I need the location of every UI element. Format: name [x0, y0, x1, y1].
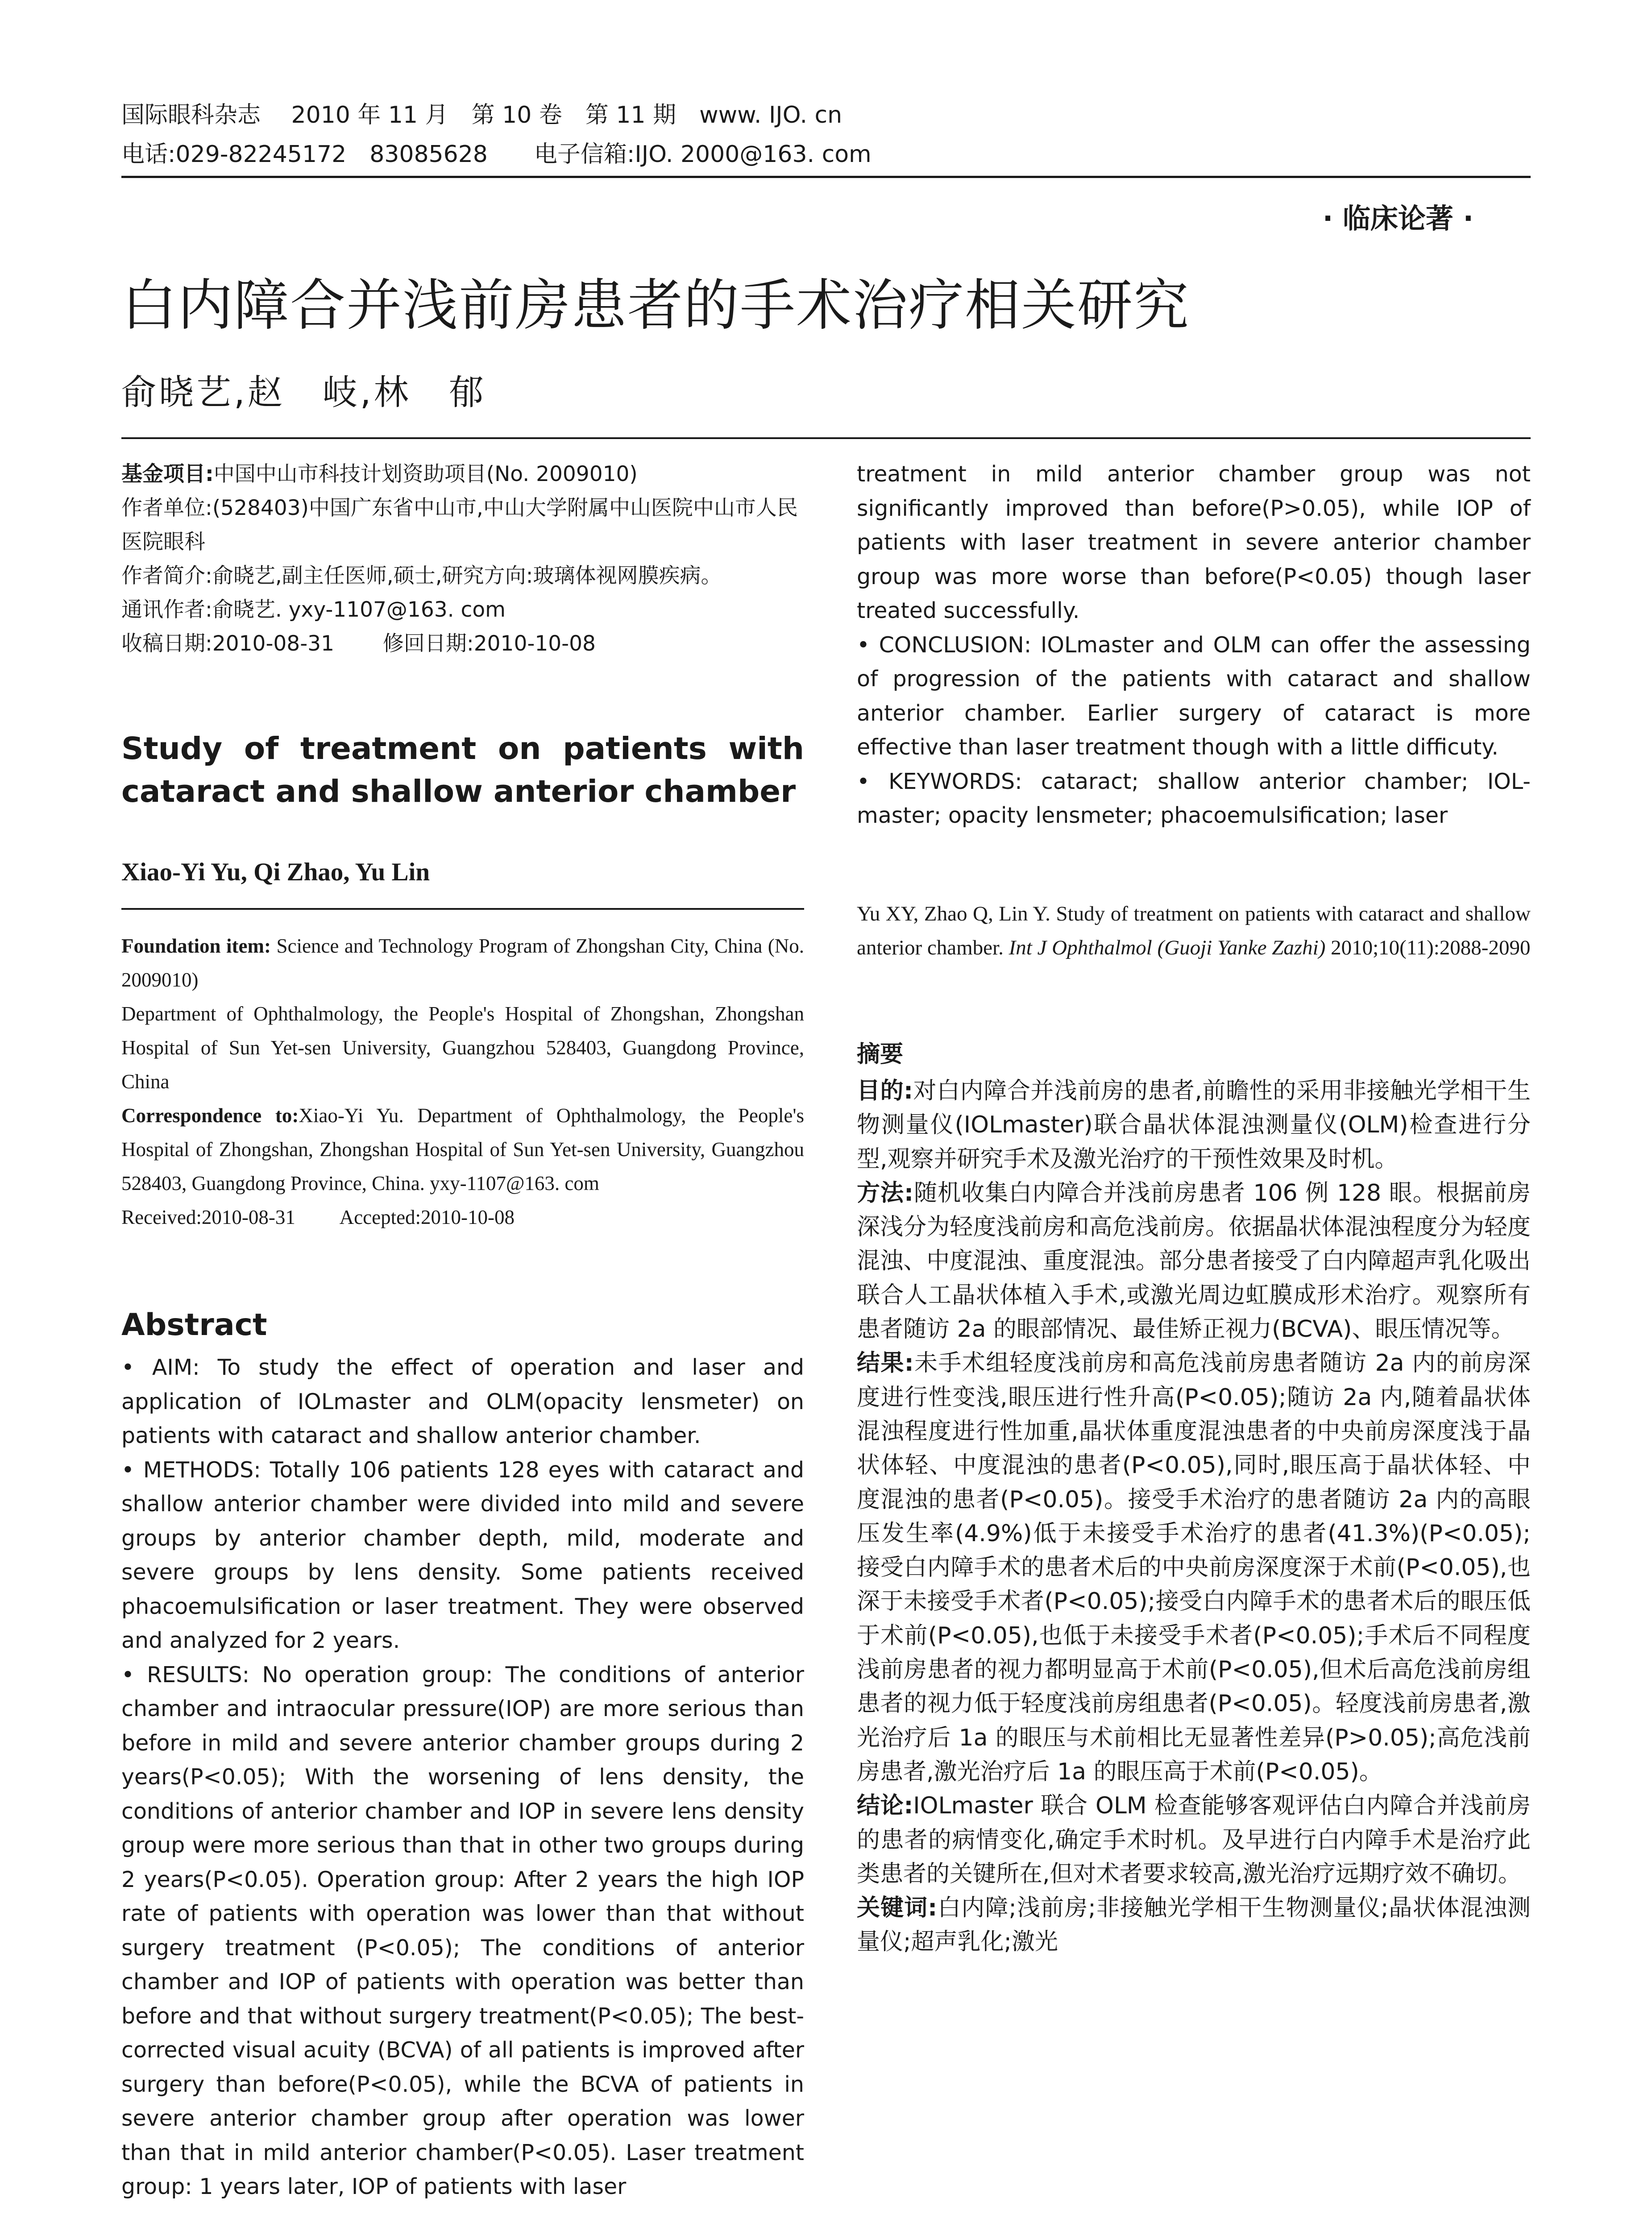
- abstract-methods: • METHODS: Totally 106 patients 128 eyes with cataract and shallow anterior chamber were divided into mild and severe groups by anterior chamber depth, mild, moderate and severe groups by lens density. Some patients received phacoemulsification or laser treatment. They were observed and analyzed for 2 years.: [121, 1457, 804, 1653]
- fund-text-cn: 中国中山市科技计划资助项目(No. 2009010): [213, 462, 638, 486]
- corr-text-cn: 俞晓艺. yxy-1107@163. com: [212, 597, 506, 622]
- authors-rule: [121, 908, 804, 910]
- abstract-results-cont: treatment in mild anterior chamber group was not significantly improved than before(P>0.05), while IOP of patients with laser treatment in severe anterior chamber group was more worse than before(P<0.05) though laser treated successfully.: [857, 461, 1531, 623]
- results-text-cn: 未手术组轻度浅前房和高危浅前房患者随访 2a 内的前房深度进行性变浅,眼压进行性升高(P<0.05);随访 2a 内,随着晶状体混浊程度进行性加重,晶状体重度混浊患者的中央前房深度浅于晶状体轻、中度混浊的患者(P<0.05),同时,眼压高于晶状体轻、中度混浊的患者(P<0.05)。接受手术治疗的患者随访 2a 内的高眼压发生率(4.9%)低于未接受手术治疗的患者(41.3%)(P<0.05);接受白内障手术的患者术后的中央前房深度深于术前(P<0.05),也深于未接受手术者(P<0.05);接受白内障手术的患者术后的眼压低于术前(P<0.05),也低于未接受手术者(P<0.05);手术后不同程度浅前房患者的视力都明显高于术前(P<0.05),但术后高危浅前房组患者的视力低于轻度浅前房组患者(P<0.05)。轻度浅前房患者,激光治疗后 1a 的眼压与术前相比无显著性差异(P>0.05);高危浅前房患者,激光治疗后 1a 的眼压高于术前(P<0.05)。: [857, 1350, 1531, 1785]
- corr-label-cn: 通讯作者:: [121, 597, 212, 622]
- authors-en: Xiao-Yi Yu, Qi Zhao, Yu Lin: [121, 858, 430, 886]
- fund-label-en: Foundation item:: [121, 935, 271, 957]
- abstract-en-left: [121, 1351, 804, 2204]
- methods-label-cn: 方法:: [857, 1179, 913, 1207]
- corr-text-en: Xiao-Yi Yu. Department of Ophthalmology, the People's Hospital of Zhongshan, Zhongshan Hospital of Sun Yet-sen University, Guangzhou 528403, Guangdong Province, China. yxy-1107@163. com: [121, 1104, 804, 1194]
- journal-header-line1: 国际眼科杂志 2010 年 11 月 第 10 卷 第 11 期 www. IJO. cn: [121, 102, 843, 129]
- abstract-en-right: [857, 457, 1531, 833]
- aim-text-cn: 对白内障合并浅前房的患者,前瞻性的采用非接触光学相干生物测量仪(IOLmaster)联合晶状体混浊测量仪(OLM)检查进行分型,观察并研究手术及激光治疗的干预性效果及时机。: [857, 1078, 1531, 1173]
- keywords-text-cn: 白内障;浅前房;非接触光学相干生物测量仪;晶状体混浊测量仪;超声乳化;激光: [857, 1895, 1531, 1956]
- journal-header-line2: 电话:029-82245172 83085628 电子信箱:IJO. 2000@163. com: [121, 141, 872, 168]
- abstract-heading: Abstract: [121, 1307, 267, 1343]
- fund-text-en: Science and Technology Program of Zhongshan City, China (No. 2009010): [121, 935, 804, 991]
- citation: [857, 897, 1531, 965]
- citation-text1: Yu XY, Zhao Q, Lin Y. Study of treatment on patients with cataract and shallow anterior chamber.: [857, 902, 1531, 959]
- corr-label-en: Correspondence to:: [121, 1104, 299, 1127]
- header-rule: [121, 176, 1531, 178]
- bio-label-cn: 作者简介:: [121, 564, 212, 588]
- fund-label-cn: 基金项目:: [121, 462, 214, 486]
- conclusion-label-cn: 结论:: [857, 1792, 913, 1820]
- results-label-cn: 结果:: [857, 1350, 914, 1377]
- section-tag: · 临床论著 ·: [1322, 202, 1474, 235]
- dates-en: Received:2010-08-31 Accepted:2010-10-08: [121, 1206, 515, 1228]
- unit-label-cn: 作者单位:: [121, 496, 212, 520]
- page-title-cn: 白内障合并浅前房患者的手术治疗相关研究: [121, 274, 1190, 338]
- abstract-conclusion: • CONCLUSION: IOLmaster and OLM can offer the assessing of progression of the patients with cataract and shallow anterior chamber. Earlier surgery of cataract is more effective than laser treatment though with a little difficuty.: [857, 632, 1531, 760]
- abstract-keywords: • KEYWORDS: cataract; shallow anterior chamber; IOL-master; opacity lensmeter; phacoemulsification; laser: [857, 768, 1531, 828]
- citation-text2: 2010;10(11):2088-2090: [1325, 936, 1531, 959]
- abstract-results: • RESULTS: No operation group: The conditions of anterior chamber and intraocular pressure(IOP) are more serious than before in mild and severe anterior chamber groups during 2 years(P<0.05); With the worsening of lens density, the conditions of anterior chamber and IOP in severe lens density group were more serious than that in other two groups during 2 years(P<0.05). Operation group: After 2 years the high IOP rate of patients with operation was lower than that without surgery treatment (P<0.05); The conditions of anterior chamber and IOP of patients with operation was better than before and that without surgery treatment(P<0.05); The best-corrected visual acuity (BCVA) of all patients is improved after surgery than before(P<0.05), while the BCVA of patients in severe anterior chamber group after operation was lower than that in mild anterior chamber(P<0.05). Laser treatment group: 1 years later, IOP of patients with laser: [121, 1662, 804, 2199]
- page-title-en: Study of treatment on patients with cataract and shallow anterior chamber: [121, 731, 804, 809]
- conclusion-text-cn: IOLmaster 联合 OLM 检查能够客观评估白内障合并浅前房的患者的病情变化,确定手术时机。及早进行白内障手术是治疗此类患者的关键所在,但对术者要求较高,激光治疗远期疗效不确切。: [857, 1792, 1531, 1887]
- title-rule: [121, 437, 1531, 439]
- bio-text-cn: 俞晓艺,副主任医师,硕士,研究方向:玻璃体视网膜疾病。: [212, 564, 722, 588]
- unit-text-cn: (528403)中国广东省中山市,中山大学附属中山医院中山市人民医院眼科: [121, 496, 798, 554]
- methods-text-cn: 随机收集白内障合并浅前房患者 106 例 128 眼。根据前房深浅分为轻度浅前房和高危浅前房。依据晶状体混浊程度分为轻度混浊、中度混浊、重度混浊。部分患者接受了白内障超声乳化吸出联合人工晶状体植入手术,或激光周边虹膜成形术治疗。观察所有患者随访 2a 的眼部情况、最佳矫正视力(BCVA)、眼压情况等。: [857, 1179, 1531, 1343]
- dates-cn: 收稿日期:2010-08-31 修回日期:2010-10-08: [121, 631, 596, 656]
- meta-cn: [121, 457, 804, 661]
- keywords-label-cn: 关键词:: [857, 1895, 938, 1922]
- abstract-aim: • AIM: To study the effect of operation and laser and application of IOLmaster and OLM(opacity lensmeter) on patients with cataract and shallow anterior chamber.: [121, 1355, 804, 1448]
- aim-label-cn: 目的:: [857, 1078, 913, 1104]
- dept-en: Department of Ophthalmology, the People's Hospital of Zhongshan, Zhongshan Hospital of Sun Yet-sen University, Guangzhou 528403, Guangdong Province, China: [121, 1003, 804, 1093]
- authors-cn: 俞晓艺,赵 岐,林 郁: [121, 373, 486, 413]
- citation-journal: Int J Ophthalmol (Guoji Yanke Zazhi): [1009, 936, 1326, 959]
- abstract-cn-heading: 摘要: [857, 1041, 904, 1068]
- meta-en: [121, 929, 804, 1234]
- abstract-cn: [857, 1074, 1531, 1959]
